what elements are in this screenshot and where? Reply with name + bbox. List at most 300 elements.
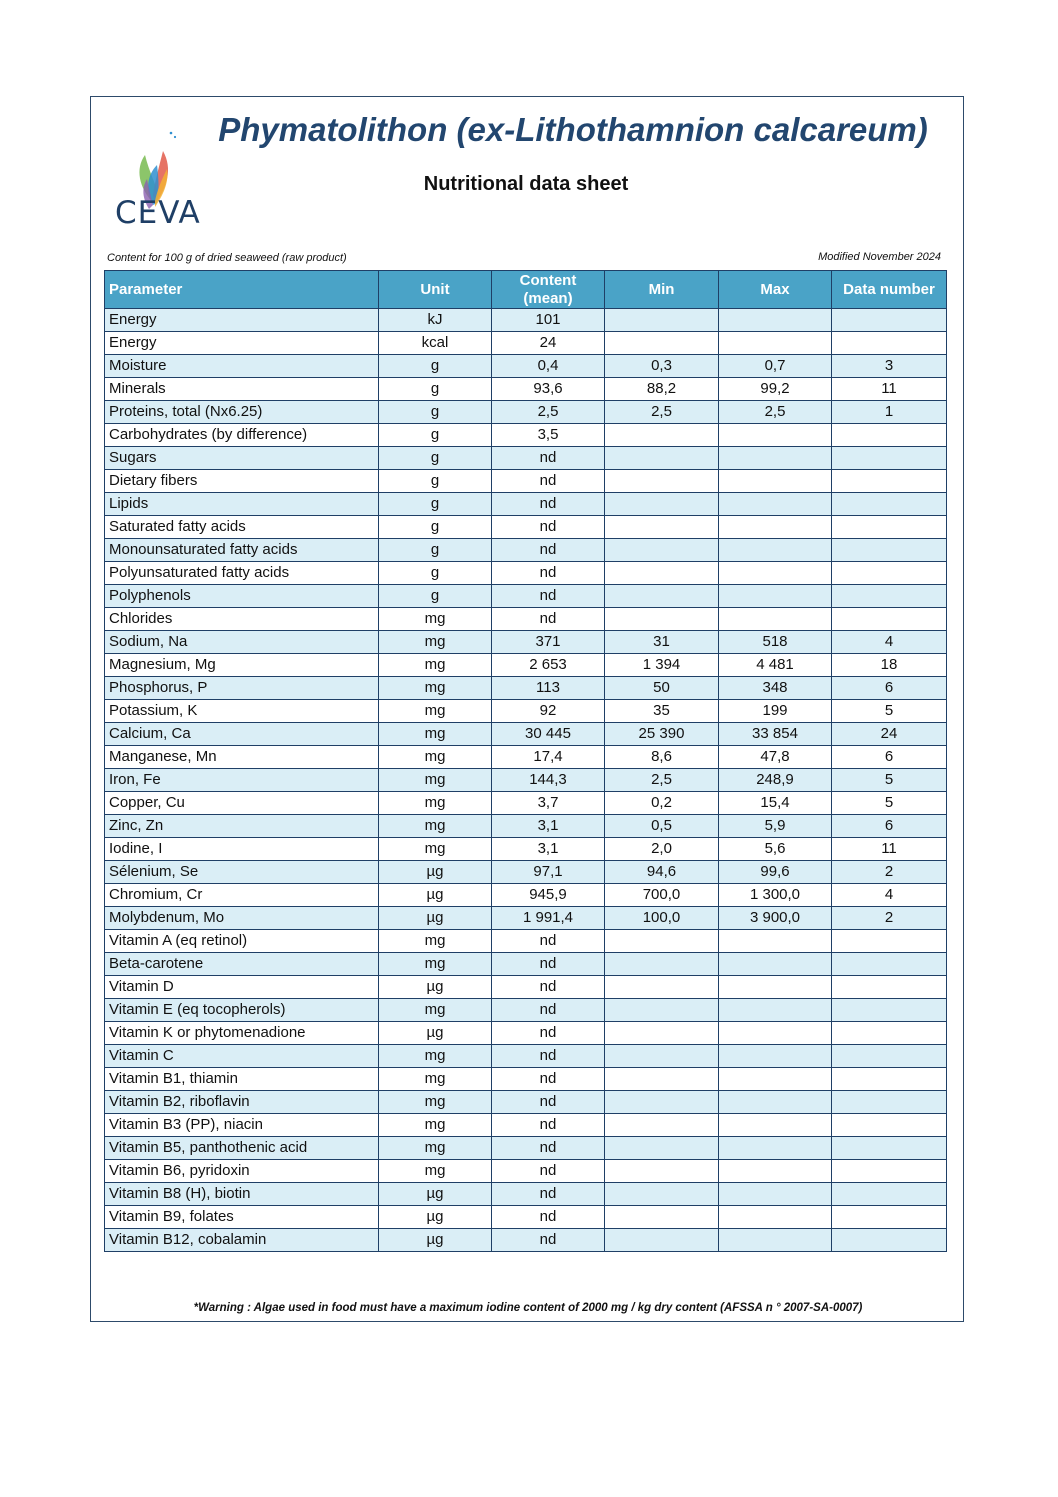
parameter-cell: Vitamin C (105, 1045, 379, 1068)
max-cell (719, 424, 832, 447)
content-cell: nd (492, 1137, 605, 1160)
modified-date: Modified November 2024 (818, 251, 941, 263)
content-cell: nd (492, 1045, 605, 1068)
data-number-cell (832, 999, 947, 1022)
data-number-cell: 5 (832, 769, 947, 792)
max-cell (719, 1022, 832, 1045)
unit-cell: mg (379, 631, 492, 654)
unit-cell: kJ (379, 309, 492, 332)
parameter-cell: Vitamin B8 (H), biotin (105, 1183, 379, 1206)
column-header-data-number: Data number (832, 271, 947, 309)
data-number-cell (832, 424, 947, 447)
column-header-parameter: Parameter (105, 271, 379, 309)
table-row (105, 677, 947, 700)
unit-cell: g (379, 585, 492, 608)
max-cell (719, 999, 832, 1022)
data-number-cell: 1 (832, 401, 947, 424)
content-cell: nd (492, 493, 605, 516)
max-cell: 518 (719, 631, 832, 654)
content-cell: nd (492, 930, 605, 953)
min-cell (605, 539, 719, 562)
data-number-cell (832, 539, 947, 562)
min-cell: 8,6 (605, 746, 719, 769)
max-cell: 3 900,0 (719, 907, 832, 930)
parameter-cell: Carbohydrates (by difference) (105, 424, 379, 447)
data-number-cell: 11 (832, 838, 947, 861)
unit-cell: µg (379, 884, 492, 907)
data-number-cell (832, 516, 947, 539)
parameter-cell: Saturated fatty acids (105, 516, 379, 539)
table-row (105, 1091, 947, 1114)
max-cell: 15,4 (719, 792, 832, 815)
parameter-cell: Zinc, Zn (105, 815, 379, 838)
table-row (105, 424, 947, 447)
parameter-cell: Vitamin B3 (PP), niacin (105, 1114, 379, 1137)
unit-cell: mg (379, 999, 492, 1022)
content-cell: nd (492, 470, 605, 493)
min-cell: 2,5 (605, 769, 719, 792)
max-cell (719, 608, 832, 631)
max-cell: 99,2 (719, 378, 832, 401)
unit-cell: mg (379, 1137, 492, 1160)
column-header-min: Min (605, 271, 719, 309)
data-number-cell: 2 (832, 907, 947, 930)
content-cell: 92 (492, 700, 605, 723)
max-cell (719, 1091, 832, 1114)
min-cell: 50 (605, 677, 719, 700)
table-row (105, 631, 947, 654)
max-cell (719, 1137, 832, 1160)
table-row (105, 1068, 947, 1091)
data-number-cell (832, 1114, 947, 1137)
content-cell: nd (492, 1229, 605, 1252)
min-cell (605, 470, 719, 493)
max-cell (719, 309, 832, 332)
max-cell: 99,6 (719, 861, 832, 884)
table-row (105, 1206, 947, 1229)
data-number-cell (832, 1160, 947, 1183)
iodine-warning: *Warning : Algae used in food must have a maximum iodine content of 2000 mg / kg dry content (AFSSA n ° 2007-SA-0007) (193, 1302, 863, 1314)
max-cell: 5,6 (719, 838, 832, 861)
parameter-cell: Monounsaturated fatty acids (105, 539, 379, 562)
min-cell (605, 1160, 719, 1183)
min-cell: 25 390 (605, 723, 719, 746)
max-cell (719, 976, 832, 999)
content-cell: 3,1 (492, 838, 605, 861)
max-cell (719, 953, 832, 976)
content-cell: nd (492, 562, 605, 585)
content-note: Content for 100 g of dried seaweed (raw product) (107, 252, 347, 264)
data-number-cell: 4 (832, 631, 947, 654)
max-cell (719, 1068, 832, 1091)
data-number-cell (832, 930, 947, 953)
min-cell (605, 309, 719, 332)
data-number-cell (832, 1091, 947, 1114)
max-cell: 248,9 (719, 769, 832, 792)
table-row (105, 1229, 947, 1252)
parameter-cell: Vitamin B2, riboflavin (105, 1091, 379, 1114)
min-cell: 88,2 (605, 378, 719, 401)
data-number-cell (832, 953, 947, 976)
logo-wordmark: CEVA (115, 195, 201, 231)
data-sheet (90, 96, 964, 1322)
data-number-cell: 6 (832, 815, 947, 838)
data-number-cell: 5 (832, 700, 947, 723)
unit-cell: µg (379, 1183, 492, 1206)
table-row (105, 585, 947, 608)
max-cell (719, 493, 832, 516)
data-number-cell: 6 (832, 746, 947, 769)
min-cell: 35 (605, 700, 719, 723)
parameter-cell: Energy (105, 309, 379, 332)
max-cell: 47,8 (719, 746, 832, 769)
parameter-cell: Polyphenols (105, 585, 379, 608)
content-cell: nd (492, 976, 605, 999)
data-number-cell (832, 1022, 947, 1045)
parameter-cell: Potassium, K (105, 700, 379, 723)
max-cell: 348 (719, 677, 832, 700)
max-cell: 1 300,0 (719, 884, 832, 907)
data-number-cell: 11 (832, 378, 947, 401)
max-cell: 33 854 (719, 723, 832, 746)
unit-cell: g (379, 562, 492, 585)
data-number-cell (832, 1229, 947, 1252)
parameter-cell: Dietary fibers (105, 470, 379, 493)
parameter-cell: Vitamin K or phytomenadione (105, 1022, 379, 1045)
data-number-cell (832, 585, 947, 608)
parameter-cell: Vitamin B5, panthothenic acid (105, 1137, 379, 1160)
content-cell: nd (492, 1022, 605, 1045)
min-cell: 1 394 (605, 654, 719, 677)
unit-cell: g (379, 424, 492, 447)
min-cell (605, 976, 719, 999)
content-cell: 371 (492, 631, 605, 654)
table-row (105, 792, 947, 815)
data-number-cell: 5 (832, 792, 947, 815)
min-cell (605, 1229, 719, 1252)
table-row (105, 700, 947, 723)
data-number-cell (832, 1183, 947, 1206)
unit-cell: g (379, 493, 492, 516)
parameter-cell: Calcium, Ca (105, 723, 379, 746)
table-row (105, 654, 947, 677)
max-cell: 0,7 (719, 355, 832, 378)
table-row (105, 539, 947, 562)
unit-cell: mg (379, 608, 492, 631)
min-cell (605, 1068, 719, 1091)
max-cell (719, 332, 832, 355)
max-cell (719, 1206, 832, 1229)
content-cell: nd (492, 1068, 605, 1091)
unit-cell: mg (379, 677, 492, 700)
min-cell (605, 562, 719, 585)
max-cell (719, 539, 832, 562)
table-row (105, 1114, 947, 1137)
table-row (105, 447, 947, 470)
content-cell: 97,1 (492, 861, 605, 884)
table-row (105, 907, 947, 930)
data-number-cell (832, 332, 947, 355)
content-cell: nd (492, 1091, 605, 1114)
max-cell (719, 516, 832, 539)
unit-cell: mg (379, 700, 492, 723)
unit-cell: kcal (379, 332, 492, 355)
min-cell: 31 (605, 631, 719, 654)
unit-cell: mg (379, 953, 492, 976)
table-row (105, 332, 947, 355)
data-number-cell (832, 608, 947, 631)
min-cell (605, 953, 719, 976)
unit-cell: mg (379, 1160, 492, 1183)
parameter-cell: Vitamin D (105, 976, 379, 999)
table-body (105, 309, 947, 1252)
parameter-cell: Magnesium, Mg (105, 654, 379, 677)
table-row (105, 884, 947, 907)
table-row (105, 562, 947, 585)
parameter-cell: Manganese, Mn (105, 746, 379, 769)
table-row (105, 976, 947, 999)
parameter-cell: Moisture (105, 355, 379, 378)
data-number-cell: 3 (832, 355, 947, 378)
content-cell: 2,5 (492, 401, 605, 424)
table-row (105, 1137, 947, 1160)
parameter-cell: Phosphorus, P (105, 677, 379, 700)
max-cell (719, 470, 832, 493)
data-number-cell (832, 1206, 947, 1229)
min-cell (605, 332, 719, 355)
content-cell: nd (492, 953, 605, 976)
content-cell: nd (492, 1160, 605, 1183)
parameter-cell: Sodium, Na (105, 631, 379, 654)
min-cell (605, 516, 719, 539)
min-cell: 94,6 (605, 861, 719, 884)
min-cell (605, 1137, 719, 1160)
parameter-cell: Copper, Cu (105, 792, 379, 815)
unit-cell: g (379, 447, 492, 470)
max-cell (719, 585, 832, 608)
min-cell (605, 1114, 719, 1137)
content-cell: 1 991,4 (492, 907, 605, 930)
parameter-cell: Vitamin B1, thiamin (105, 1068, 379, 1091)
unit-cell: mg (379, 1045, 492, 1068)
min-cell (605, 930, 719, 953)
column-header-max: Max (719, 271, 832, 309)
content-cell: 17,4 (492, 746, 605, 769)
content-cell: 3,1 (492, 815, 605, 838)
max-cell (719, 447, 832, 470)
parameter-cell: Chlorides (105, 608, 379, 631)
table-row (105, 769, 947, 792)
content-cell: nd (492, 608, 605, 631)
min-cell (605, 1183, 719, 1206)
content-cell: 0,4 (492, 355, 605, 378)
content-cell: nd (492, 1206, 605, 1229)
parameter-cell: Iodine, I (105, 838, 379, 861)
max-cell (719, 1045, 832, 1068)
content-cell: nd (492, 539, 605, 562)
table-row (105, 493, 947, 516)
table-row (105, 723, 947, 746)
min-cell (605, 1091, 719, 1114)
min-cell: 0,2 (605, 792, 719, 815)
data-number-cell (832, 1045, 947, 1068)
content-cell: 113 (492, 677, 605, 700)
content-cell: 2 653 (492, 654, 605, 677)
max-cell: 4 481 (719, 654, 832, 677)
parameter-cell: Sugars (105, 447, 379, 470)
column-header-unit: Unit (379, 271, 492, 309)
parameter-cell: Proteins, total (Nx6.25) (105, 401, 379, 424)
min-cell (605, 999, 719, 1022)
data-number-cell: 2 (832, 861, 947, 884)
table-row (105, 930, 947, 953)
content-cell: nd (492, 516, 605, 539)
parameter-cell: Sélenium, Se (105, 861, 379, 884)
parameter-cell: Minerals (105, 378, 379, 401)
table-row (105, 516, 947, 539)
parameter-cell: Energy (105, 332, 379, 355)
max-cell: 5,9 (719, 815, 832, 838)
unit-cell: mg (379, 838, 492, 861)
unit-cell: mg (379, 746, 492, 769)
content-cell: 945,9 (492, 884, 605, 907)
content-cell: nd (492, 999, 605, 1022)
nutrition-table (104, 270, 947, 1252)
parameter-cell: Vitamin E (eq tocopherols) (105, 999, 379, 1022)
unit-cell: µg (379, 907, 492, 930)
data-number-cell: 6 (832, 677, 947, 700)
min-cell: 0,3 (605, 355, 719, 378)
content-cell: 144,3 (492, 769, 605, 792)
unit-cell: mg (379, 815, 492, 838)
content-cell: 101 (492, 309, 605, 332)
unit-cell: g (379, 355, 492, 378)
parameter-cell: Iron, Fe (105, 769, 379, 792)
content-cell: nd (492, 1114, 605, 1137)
page-subtitle: Nutritional data sheet (423, 173, 629, 195)
table-row (105, 999, 947, 1022)
parameter-cell: Molybdenum, Mo (105, 907, 379, 930)
table-row (105, 401, 947, 424)
max-cell (719, 1114, 832, 1137)
data-number-cell (832, 1068, 947, 1091)
max-cell (719, 1160, 832, 1183)
parameter-cell: Vitamin B9, folates (105, 1206, 379, 1229)
unit-cell: µg (379, 861, 492, 884)
parameter-cell: Polyunsaturated fatty acids (105, 562, 379, 585)
content-cell: 30 445 (492, 723, 605, 746)
content-cell: nd (492, 1183, 605, 1206)
table-row (105, 1160, 947, 1183)
min-cell (605, 1206, 719, 1229)
unit-cell: mg (379, 792, 492, 815)
unit-cell: mg (379, 654, 492, 677)
table-header-row (105, 271, 947, 309)
unit-cell: µg (379, 1206, 492, 1229)
min-cell (605, 1022, 719, 1045)
unit-cell: mg (379, 1114, 492, 1137)
unit-cell: mg (379, 930, 492, 953)
unit-cell: g (379, 378, 492, 401)
table-row (105, 861, 947, 884)
table-row (105, 1045, 947, 1068)
data-number-cell (832, 493, 947, 516)
data-number-cell (832, 470, 947, 493)
content-cell: 24 (492, 332, 605, 355)
table-row (105, 355, 947, 378)
table-row (105, 746, 947, 769)
parameter-cell: Vitamin A (eq retinol) (105, 930, 379, 953)
unit-cell: µg (379, 1022, 492, 1045)
parameter-cell: Vitamin B6, pyridoxin (105, 1160, 379, 1183)
parameter-cell: Lipids (105, 493, 379, 516)
data-number-cell: 4 (832, 884, 947, 907)
table-row (105, 309, 947, 332)
unit-cell: mg (379, 723, 492, 746)
max-cell (719, 562, 832, 585)
unit-cell: g (379, 401, 492, 424)
min-cell (605, 424, 719, 447)
min-cell: 2,5 (605, 401, 719, 424)
table-row (105, 1022, 947, 1045)
content-cell: nd (492, 585, 605, 608)
table-row (105, 378, 947, 401)
min-cell (605, 608, 719, 631)
data-number-cell (832, 447, 947, 470)
content-cell: 3,7 (492, 792, 605, 815)
min-cell (605, 493, 719, 516)
min-cell: 100,0 (605, 907, 719, 930)
table-row (105, 953, 947, 976)
unit-cell: mg (379, 1091, 492, 1114)
table-row (105, 815, 947, 838)
parameter-cell: Chromium, Cr (105, 884, 379, 907)
content-cell: 3,5 (492, 424, 605, 447)
unit-cell: g (379, 516, 492, 539)
data-number-cell: 18 (832, 654, 947, 677)
data-number-cell (832, 562, 947, 585)
data-number-cell (832, 976, 947, 999)
page-title: Phymatolithon (ex-Lithothamnion calcareum) (218, 111, 928, 148)
unit-cell: g (379, 539, 492, 562)
content-cell: nd (492, 447, 605, 470)
column-header-content: Content (mean) (492, 271, 605, 309)
min-cell: 2,0 (605, 838, 719, 861)
content-cell: 93,6 (492, 378, 605, 401)
max-cell (719, 1229, 832, 1252)
unit-cell: g (379, 470, 492, 493)
min-cell (605, 585, 719, 608)
max-cell: 2,5 (719, 401, 832, 424)
unit-cell: mg (379, 769, 492, 792)
unit-cell: µg (379, 1229, 492, 1252)
min-cell (605, 447, 719, 470)
unit-cell: µg (379, 976, 492, 999)
data-number-cell: 24 (832, 723, 947, 746)
table-row (105, 1183, 947, 1206)
min-cell (605, 1045, 719, 1068)
table-row (105, 608, 947, 631)
min-cell: 0,5 (605, 815, 719, 838)
table-row (105, 838, 947, 861)
data-number-cell (832, 1137, 947, 1160)
max-cell (719, 930, 832, 953)
table-row (105, 470, 947, 493)
parameter-cell: Beta-carotene (105, 953, 379, 976)
parameter-cell: Vitamin B12, cobalamin (105, 1229, 379, 1252)
max-cell: 199 (719, 700, 832, 723)
unit-cell: mg (379, 1068, 492, 1091)
